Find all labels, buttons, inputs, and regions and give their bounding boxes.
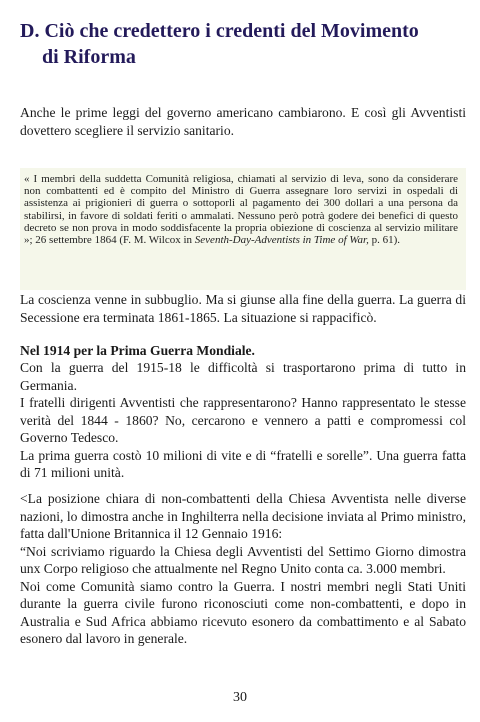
- final-line: “Noi scriviamo riguardo la Chiesa degli Avventisti del Settimo Giorno dimostra unx Corpo religioso che attualmente nel Regno Unito conta ca. 3.000 membri.: [20, 543, 466, 576]
- chapter-title: [20, 18, 460, 70]
- final-line: Noi come Comunità siamo contro la Guerra. I nostri membri negli Stati Uniti durante la guerra civile furono riconosciuti come non-combattenti, e dopo in Australia e Sud Africa abbiamo ricevuto esonero da combattimento e al Sabato esonero dal lavoro in generale.: [20, 578, 466, 646]
- section-line: Con la guerra del 1915-18 le difficoltà si trasportarono prima di tutto in Germania.: [20, 360, 466, 393]
- conscience-paragraph: La coscienza venne in subbuglio. Ma si giunse alla fine della guerra. La guerra di Secessione era terminata 1861-1865. La situazione si rappacificò.: [20, 292, 466, 325]
- final-body: [20, 490, 466, 648]
- chapter-title-line-2: di Riforma: [42, 46, 136, 68]
- section-heading: Nel 1914 per la Prima Guerra Mondiale.: [20, 343, 255, 358]
- section-line: La prima guerra costò 10 milioni di vite e di “fratelli e sorelle”. Una guerra fatta di 71 milioni unità.: [20, 447, 466, 480]
- page-number: 30: [233, 690, 247, 705]
- quote-block: [24, 173, 458, 246]
- quote-reference: Seventh-Day-Adventists in Time of War,: [194, 234, 369, 247]
- quote-tail: p. 61).: [368, 234, 401, 247]
- chapter-title-line-1: D. Ciò che credettero i credenti del Movimento: [20, 20, 419, 42]
- quote-text: « I membri della suddetta Comunità religiosa, chiamati al servizio di leva, sono da considerare non combattenti ed è compito del Ministro di Guerra assegnare loro servizi in ospedali di assistenza ai prigionieri di guerra o sottoporli al pagamento dei 300 dollari a una persona da stabilirsi, in favore di soldati feriti o ammalati. Nessuno però potrà godere dei benefici di questo decreto se non prova in modo soddisfacente la propria obiezione di coscienza al servizio militare »; 26 settembre 1864 (F. M. Wilcox in: [24, 173, 458, 247]
- section-body: [20, 359, 466, 482]
- section-line: I fratelli dirigenti Avventisti che rappresentarono? Hanno rappresentato le stesse verità del 1844 - 1860? No, cercarono e vennero a patti e compromessi col Governo Tedesco.: [20, 395, 466, 445]
- intro-paragraph: Anche le prime leggi del governo americano cambiarono. E così gli Avventisti dovettero scegliere il servizio sanitario.: [20, 105, 466, 138]
- final-line: <La posizione chiara di non-combattenti della Chiesa Avventista nelle diverse nazioni, lo dimostra anche in Inghilterra nella decisione inviata al Primo ministro, fatta dall'Unione Britannica il 12 Gennaio 1916:: [20, 491, 466, 541]
